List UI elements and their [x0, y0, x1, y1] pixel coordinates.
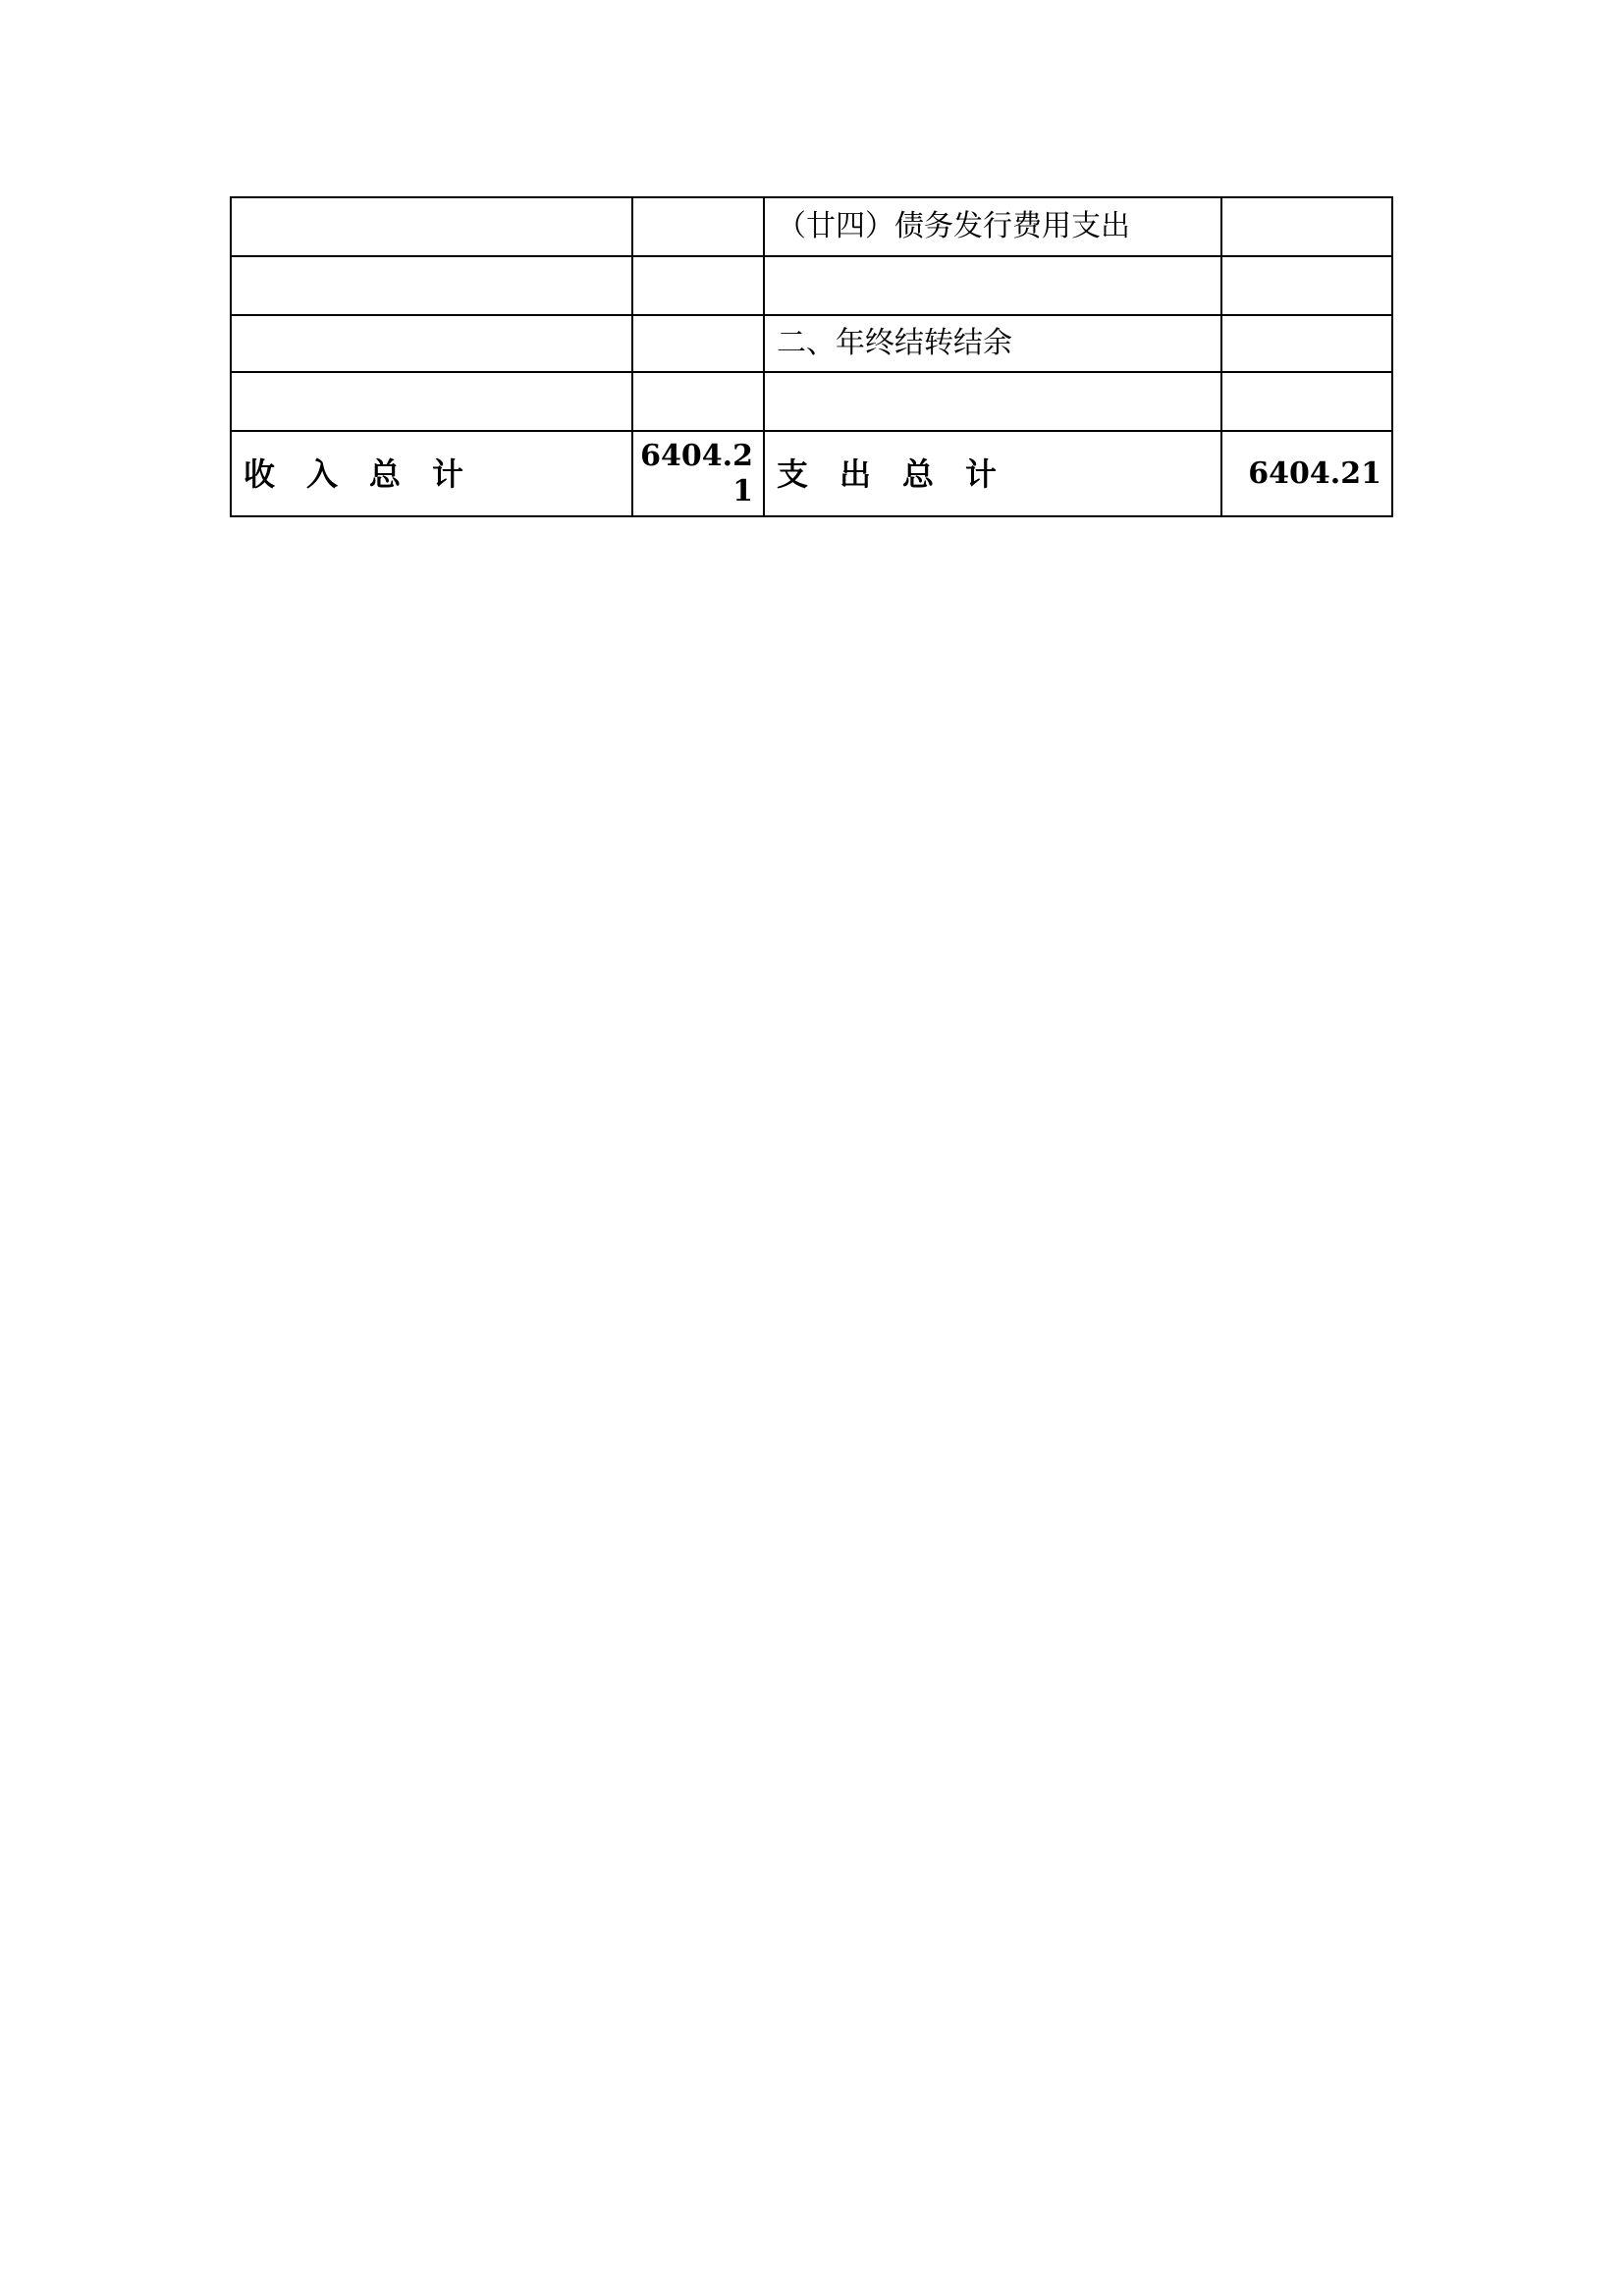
table-row	[231, 256, 1392, 315]
table-row	[231, 315, 1392, 372]
income-total-label-cell: 收 入 总 计	[231, 431, 632, 516]
income-amount-cell	[632, 197, 764, 256]
expense-amount-cell	[1221, 197, 1392, 256]
expense-amount-cell	[1221, 256, 1392, 315]
income-item-cell	[231, 372, 632, 431]
table-row	[231, 372, 1392, 431]
income-amount-cell	[632, 256, 764, 315]
income-total-value-cell: 6404.21	[632, 431, 764, 516]
expense-total-value-cell: 6404.21	[1221, 431, 1392, 516]
income-item-cell	[231, 256, 632, 315]
income-amount-cell	[632, 315, 764, 372]
expense-item-cell: 二、年终结转结余	[764, 315, 1221, 372]
expense-total-label-cell: 支 出 总 计	[764, 431, 1221, 516]
expense-item-cell: （廿四）债务发行费用支出	[764, 197, 1221, 256]
budget-summary-table	[230, 196, 1393, 517]
expense-amount-cell	[1221, 372, 1392, 431]
expense-amount-cell	[1221, 315, 1392, 372]
expense-item-cell	[764, 256, 1221, 315]
income-item-cell	[231, 315, 632, 372]
table-row	[231, 197, 1392, 256]
expense-item-cell	[764, 372, 1221, 431]
income-amount-cell	[632, 372, 764, 431]
total-row	[231, 431, 1392, 516]
income-item-cell	[231, 197, 632, 256]
